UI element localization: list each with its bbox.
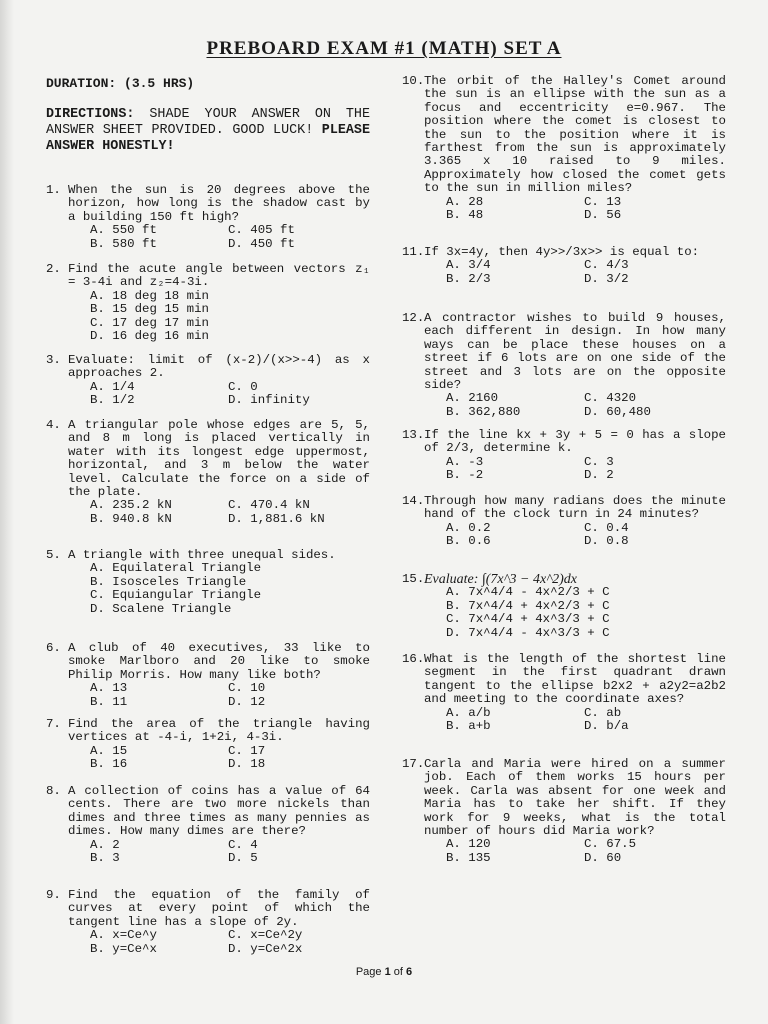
question-number: 2. bbox=[46, 262, 61, 276]
question-text: What is the length of the shortest line segment in the first quadrant drawn tangent to the ellipse b2x2 + a2y2=a2b2 and meeting to the coordinate axes? bbox=[424, 652, 726, 707]
question-number: 16. bbox=[402, 652, 425, 666]
choice: C. 4320 bbox=[584, 391, 637, 406]
question-text: Find the acute angle between vectors z₁ = 3-4i and z₂=4-3i. bbox=[68, 262, 370, 290]
choice: A. 2160 bbox=[446, 391, 499, 406]
question-text: Through how many radians does the minute hand of the clock turn in 24 minutes? bbox=[424, 494, 726, 522]
choice: D. 450 ft bbox=[228, 236, 295, 251]
question-number: 6. bbox=[46, 641, 61, 655]
page-total: 6 bbox=[406, 966, 413, 978]
question-number: 14. bbox=[402, 494, 425, 508]
directions bbox=[46, 107, 370, 155]
question-text: Find the area of the triangle having vertices at -4-i, 1+2i, 4-3i. bbox=[68, 717, 370, 745]
question-1 bbox=[46, 184, 370, 251]
choice: B. 940.8 kN bbox=[90, 511, 172, 526]
choice: A. Equilateral Triangle bbox=[90, 561, 262, 576]
choice: B. 48 bbox=[446, 208, 484, 223]
question-text: A triangular pole whose edges are 5, 5, and 8 m long is placed vertically in water with its longest edge uppermost, horizontal, and 3 m below the water level. Calculate the force on a side of the plate. bbox=[68, 418, 370, 500]
question-text: The orbit of the Halley's Comet around the sun is an ellipse with the sun as a focus and eccentricity e=0.967. The position where the comet is closest to the sun to the position where it is farthest from the sun is approximately 3.365 x 10 raised to 9 miles. Approximately how closed the comet gets to the sun in million miles? bbox=[424, 74, 726, 196]
choice: D. 1,881.6 kN bbox=[228, 511, 325, 526]
choice: B. 11 bbox=[90, 694, 128, 709]
choice: D. 5 bbox=[228, 851, 258, 866]
page-footer bbox=[0, 966, 768, 978]
question-9 bbox=[46, 889, 370, 956]
question-number: 3. bbox=[46, 353, 61, 367]
choice: A. 0.2 bbox=[446, 520, 491, 535]
question-text: Carla and Maria were hired on a summer job. Each of them works 15 hours per week. Carla was absent for one week and Maria has to take her shift. If they work for 9 weeks, what is the total number of hours did Maria work? bbox=[424, 757, 726, 839]
choice: A. 550 ft bbox=[90, 223, 157, 238]
question-12 bbox=[402, 312, 726, 419]
choice: B. 7x^4/4 + 4x^2/3 + C bbox=[446, 598, 610, 613]
choice: B. 580 ft bbox=[90, 236, 157, 251]
page-edge bbox=[0, 0, 14, 1024]
question-number: 11. bbox=[402, 245, 425, 259]
choice: D. 0.8 bbox=[584, 534, 629, 549]
choice: A. 18 deg 18 min bbox=[90, 288, 209, 303]
question-14 bbox=[402, 495, 726, 549]
question-7 bbox=[46, 718, 370, 772]
question-text: A club of 40 executives, 33 like to smoke Marlboro and 20 like to smoke Philip Morris. How many like both? bbox=[68, 641, 370, 682]
choice: D. 7x^4/4 - 4x^3/3 + C bbox=[446, 625, 610, 640]
question-number: 17. bbox=[402, 757, 425, 771]
question-10 bbox=[402, 75, 726, 222]
question-number: 12. bbox=[402, 311, 425, 325]
directions-text: SHADE YOUR ANSWER ON THE ANSWER SHEET PROVIDED. GOOD LUCK! bbox=[46, 107, 370, 138]
choice: D. Scalene Triangle bbox=[90, 601, 232, 616]
choice: A. x=Ce^y bbox=[90, 928, 157, 943]
choice: B. Isosceles Triangle bbox=[90, 574, 247, 589]
choice: C. 10 bbox=[228, 681, 266, 696]
directions-label: DIRECTIONS: bbox=[46, 107, 135, 122]
choice: C. 4/3 bbox=[584, 258, 629, 273]
question-number: 4. bbox=[46, 418, 61, 432]
choice: A. 120 bbox=[446, 837, 491, 852]
question-text: A triangle with three unequal sides. bbox=[68, 548, 336, 562]
choice: D. y=Ce^2x bbox=[228, 941, 303, 956]
question-number: 13. bbox=[402, 428, 425, 442]
choice: D. b/a bbox=[584, 719, 629, 734]
choice: C. 13 bbox=[584, 194, 622, 209]
question-text: Find the equation of the family of curves at every point of which the tangent line has a slope of 2y. bbox=[68, 888, 370, 929]
question-text: A contractor wishes to build 9 houses, each different in design. In how many ways can be place these houses on a street if 6 lots are on one side of the street and 3 lots are on the opposite side? bbox=[424, 311, 726, 393]
choice: B. 15 deg 15 min bbox=[90, 302, 209, 317]
choice: B. a+b bbox=[446, 719, 491, 734]
choice: A. 13 bbox=[90, 681, 128, 696]
question-17 bbox=[402, 758, 726, 865]
choice: C. 17 bbox=[228, 743, 266, 758]
directions-emphasis: PLEASE ANSWER HONESTLY! bbox=[46, 123, 370, 154]
question-13 bbox=[402, 429, 726, 483]
choice: C. 4 bbox=[228, 837, 258, 852]
choice: A. 3/4 bbox=[446, 258, 491, 273]
question-8 bbox=[46, 785, 370, 865]
choice: A. 1/4 bbox=[90, 379, 135, 394]
question-text: Evaluate: ∫(7x^3 − 4x^2)dx bbox=[424, 572, 577, 587]
question-3 bbox=[46, 354, 370, 408]
choice: A. 235.2 kN bbox=[90, 498, 172, 513]
choice: D. 16 deg 16 min bbox=[90, 329, 209, 344]
choice: B. 135 bbox=[446, 850, 491, 865]
choice: B. 2/3 bbox=[446, 271, 491, 286]
question-number: 10. bbox=[402, 74, 425, 88]
choice: A. 7x^4/4 - 4x^2/3 + C bbox=[446, 585, 610, 600]
choice: C. ab bbox=[584, 705, 622, 720]
choice: B. 1/2 bbox=[90, 393, 135, 408]
choice: C. 3 bbox=[584, 454, 614, 469]
question-6 bbox=[46, 642, 370, 709]
choice: C. 0 bbox=[228, 379, 258, 394]
question-4 bbox=[46, 419, 370, 526]
choice: B. 3 bbox=[90, 851, 120, 866]
choice: D. 56 bbox=[584, 208, 622, 223]
duration: DURATION: (3.5 HRS) bbox=[46, 76, 195, 91]
choice: C. 67.5 bbox=[584, 837, 637, 852]
choice: B. 362,880 bbox=[446, 404, 521, 419]
choice: A. a/b bbox=[446, 705, 491, 720]
question-number: 5. bbox=[46, 548, 61, 562]
page-current: 1 bbox=[384, 966, 391, 978]
question-text: A collection of coins has a value of 64 cents. There are two more nickels than dimes and three times as many pennies as dimes. How many dimes are there? bbox=[68, 784, 370, 839]
question-number: 9. bbox=[46, 888, 61, 902]
choice: C. 7x^4/4 + 4x^3/3 + C bbox=[446, 612, 610, 627]
choice: A. 28 bbox=[446, 194, 484, 209]
exam-title: PREBOARD EXAM #1 (MATH) SET A bbox=[206, 38, 562, 59]
page-of: of bbox=[393, 966, 403, 978]
choice: D. 60 bbox=[584, 850, 622, 865]
question-number: 1. bbox=[46, 183, 61, 197]
choice: D. 18 bbox=[228, 757, 266, 772]
choice: D. 12 bbox=[228, 694, 266, 709]
choice: C. 405 ft bbox=[228, 223, 295, 238]
choice: B. -2 bbox=[446, 468, 484, 483]
question-text: If 3x=4y, then 4y>>/3x>> is equal to: bbox=[424, 245, 700, 259]
choice: C. x=Ce^2y bbox=[228, 928, 303, 943]
question-16 bbox=[402, 653, 726, 733]
choice: C. 0.4 bbox=[584, 520, 629, 535]
question-5 bbox=[46, 549, 370, 616]
question-text: When the sun is 20 degrees above the horizon, how long is the shadow cast by a building 150 ft high? bbox=[68, 183, 370, 224]
choice: B. y=Ce^x bbox=[90, 941, 157, 956]
choice: B. 0.6 bbox=[446, 534, 491, 549]
question-number: 7. bbox=[46, 717, 61, 731]
choice: A. 2 bbox=[90, 837, 120, 852]
question-11 bbox=[402, 246, 726, 286]
choice: D. 2 bbox=[584, 468, 614, 483]
question-2 bbox=[46, 263, 370, 343]
question-number: 15. bbox=[402, 572, 425, 586]
question-number: 8. bbox=[46, 784, 61, 798]
choice: B. 16 bbox=[90, 757, 128, 772]
choice: C. 470.4 kN bbox=[228, 498, 310, 513]
choice: A. -3 bbox=[446, 454, 484, 469]
choice: D. 3/2 bbox=[584, 271, 629, 286]
choice: A. 15 bbox=[90, 743, 128, 758]
choice: C. 17 deg 17 min bbox=[90, 315, 209, 330]
choice: C. Equiangular Triangle bbox=[90, 588, 262, 603]
choice: D. infinity bbox=[228, 393, 310, 408]
question-text: If the line kx + 3y + 5 = 0 has a slope of 2/3, determine k. bbox=[424, 428, 726, 456]
choice: D. 60,480 bbox=[584, 404, 651, 419]
question-15 bbox=[402, 573, 726, 640]
page-label: Page bbox=[355, 966, 382, 978]
question-text: Evaluate: limit of (x-2)/(x>>-4) as x approaches 2. bbox=[68, 353, 370, 381]
